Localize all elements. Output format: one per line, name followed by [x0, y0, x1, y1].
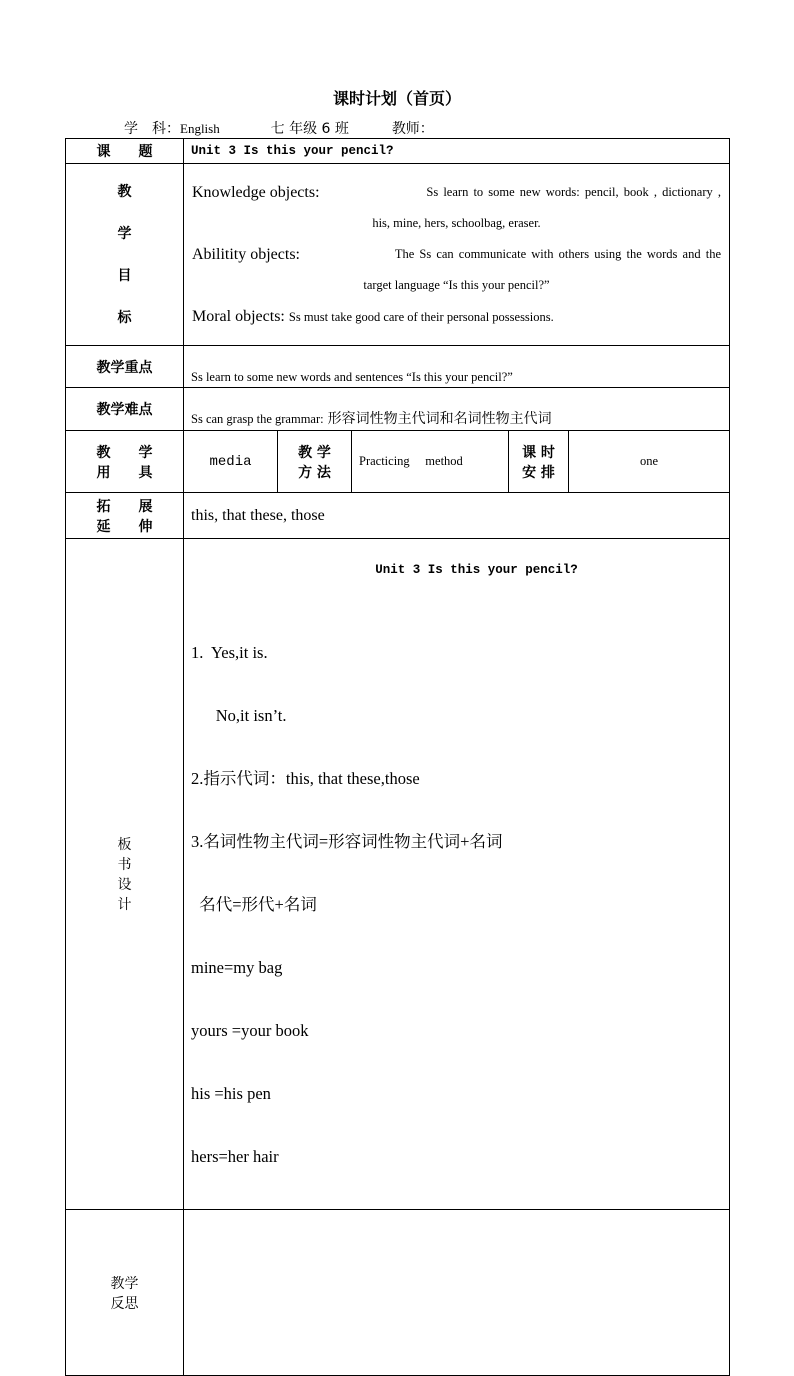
- topic-row: [66, 139, 730, 164]
- difficulty-label: 教学难点: [66, 388, 184, 431]
- ability-text-2: target language “Is this your pencil?”: [363, 277, 550, 292]
- board-heading: Unit 3 Is this your pencil?: [375, 563, 578, 577]
- objectives-content: [184, 164, 730, 346]
- knowledge-title: Knowledge objects:: [192, 183, 320, 201]
- subject-label: 学 科：: [124, 121, 180, 137]
- grade-value: 七 年级 6 班: [270, 121, 349, 137]
- extension-row: [66, 493, 730, 539]
- difficulty-value: Ss can grasp the grammar: 形容词性物主代词和名词性物主代词: [184, 388, 730, 431]
- page-title: 课时计划（首页）: [332, 89, 461, 108]
- lesson-plan-table: [65, 138, 730, 1376]
- extension-value: this, that these, those: [184, 493, 730, 539]
- reflection-row: [66, 1210, 730, 1376]
- extension-label: 拓 展 延 伸: [66, 493, 184, 539]
- method-value: Practicing method: [352, 431, 509, 493]
- board-row: [66, 539, 730, 1210]
- reflection-value[interactable]: [184, 1210, 730, 1376]
- objectives-row: [66, 164, 730, 346]
- subject-value: English: [180, 121, 220, 136]
- method-label: 教 学 方 法: [278, 431, 352, 493]
- topic-label: 课 题: [66, 139, 184, 164]
- key-point-row: [66, 346, 730, 388]
- board-label: 板 书 设 计: [66, 539, 184, 1210]
- topic-value: Unit 3 Is this your pencil?: [184, 139, 730, 164]
- header-meta: [124, 118, 434, 138]
- knowledge-text: Ss learn to some new words: pencil, book , dictionary ,: [426, 184, 721, 199]
- moral-title: Moral objects:: [192, 307, 285, 325]
- key-point-label: 教学重点: [66, 346, 184, 388]
- tools-label: 教 学 用 具: [66, 431, 184, 493]
- board-content: [184, 539, 730, 1210]
- knowledge-text-2: his, mine, hers, schoolbag, eraser.: [372, 215, 541, 230]
- ability-title: Abilitity objects:: [192, 245, 300, 263]
- board-lines: 1. Yes,it is. No,it isn’t. 2.指示代词：this, that these,those 3.名词性物主代词=形容词性物主代词+名词 名代=形代+名词 mine=my bag yours =your book his =his pen hers=her hair: [191, 643, 503, 1166]
- teacher-label: 教师：: [391, 121, 434, 137]
- tools-value: media: [184, 431, 278, 493]
- moral-text: Ss must take good care of their personal possessions.: [288, 309, 554, 324]
- tools-row: [66, 431, 730, 493]
- difficulty-row: [66, 388, 730, 431]
- objectives-label: 教 学 目 标: [66, 164, 184, 346]
- ability-text: The Ss can communicate with others using the words and the: [394, 246, 721, 261]
- time-value: one: [569, 431, 730, 493]
- time-label: 课 时 安 排: [509, 431, 569, 493]
- reflection-label: 教学 反思: [66, 1210, 184, 1376]
- key-point-value: Ss learn to some new words and sentences “Is this your pencil?”: [184, 346, 730, 388]
